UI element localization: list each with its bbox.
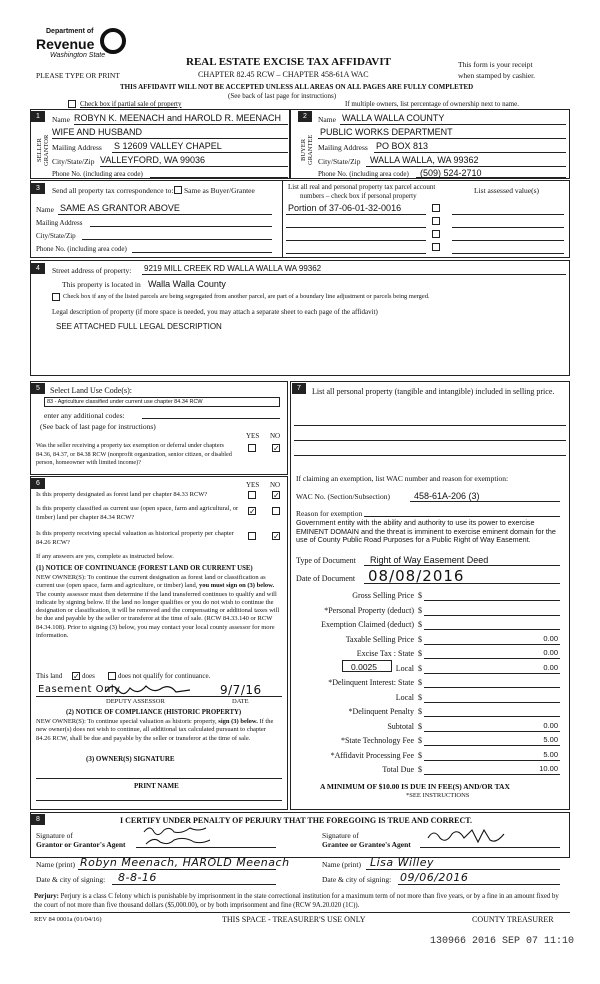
s3-parcel-1[interactable]: Portion of 37-06-01-32-0016 [288,203,402,213]
s3-parcel-4-checkbox[interactable] [432,243,440,251]
s8-grantor-signature[interactable] [140,822,250,848]
logo-state-text: Washington State [50,52,106,59]
s6-notice1-text-b: The county assessor must then determine if the land transferred continues to qualify and will indicate by signing below. If the land no longer qualifies or you do not wish to continue the designation or classification, it will be removed and the compensating or additional taxes will be due and payable by the seller or transferor at the time of sale. (RCW 84.33.140 or RCW 84.34.108). Prior to signing (3) below, you may contact your local county assessor for more information. [36,590,280,640]
buyer-grantee-label: BUYER GRANTEE [300,134,314,166]
s1-mailing-label: Mailing Address [52,143,102,152]
seller-grantor-label: SELLER GRANTOR [36,134,50,166]
receipt-note-2: when stamped by cashier. [458,71,536,80]
s7-minimum: A MINIMUM OF $10.00 IS DUE IN FEE(S) AND/OR TAX [320,782,510,791]
partial-sale-label: Check box if partial sale of property [80,100,182,108]
section-4-number: 4 [31,263,45,274]
s2-city-value[interactable]: WALLA WALLA, WA 99362 [370,155,479,165]
s6-notice2-block [36,718,282,743]
s5-see-back: (See back of last page for instructions) [40,422,156,431]
fee-row-dollar: $ [418,707,422,716]
s3-parcel-header-2: numbers – check box if personal property [300,192,417,200]
s6-q1: Is this property designated as forest land per chapter 84.33 RCW? [36,491,208,498]
fee-row-dollar: $ [418,605,422,615]
county-treasurer: COUNTY TREASURER [472,915,554,924]
s6-assessor-date[interactable]: 9/7/16 [220,683,262,697]
s8-grantee-sig-label: Signature of [322,831,359,840]
s3-same-as-label: Same as Buyer/Grantee [184,186,255,195]
s6-notice1-title: (1) NOTICE OF CONTINUANCE (FOREST LAND OR CURRENT USE) [36,565,253,572]
s2-mailing-label: Mailing Address [318,143,368,152]
s1-name-value-2[interactable]: WIFE AND HUSBAND [52,127,143,137]
s7-local-rate-box[interactable] [342,660,392,672]
fee-row-value[interactable]: 5.00 [543,749,558,759]
s6-q1-yes[interactable] [248,491,256,499]
s3-parcel-1-checkbox[interactable] [432,204,440,212]
s6-this-land: This land [36,672,63,680]
s3-name-label: Name [36,205,54,214]
s8-grantee-agent: Grantee or Grantee's Agent [322,840,411,849]
s6-does-not-label: does not qualify for continuance. [118,672,211,680]
s4-segregated-checkbox[interactable] [52,293,60,301]
s5-no-header: NO [270,432,281,440]
fee-row-dollar: $ [418,634,422,644]
s7-doc-date-label: Date of Document [296,574,356,583]
s6-notice2-text-a: NEW OWNER(S): To continue special valuation as historic property, [36,718,217,725]
s6-notice2-text-b: If the new owner(s) does not wish to continue, all additional tax calculated pursuant to chapter 84.26 RCW, shall be due and payable by the seller or transferor at the time of sale. [36,718,274,742]
revenue-swirl-icon [100,28,126,54]
section-5-number: 5 [31,383,45,394]
print-note: PLEASE TYPE OR PRINT [36,71,120,80]
s5-exemption-yes[interactable] [248,444,256,452]
fee-row-label: *Affidavit Processing Fee [330,750,414,760]
s1-name-label: Name [52,115,70,124]
fee-row-value[interactable]: 0.00 [543,633,558,643]
header-see-back: (See back of last page for instructions) [228,92,337,100]
fee-row-label: Excise Tax : State [356,649,414,658]
s2-mailing-value[interactable]: PO BOX 813 [376,141,429,151]
treasurer-space: THIS SPACE - TREASURER'S USE ONLY [222,915,366,924]
s6-easement-only[interactable]: Easement Only [38,684,121,695]
fee-row-label: Taxable Selling Price [345,634,414,644]
fee-row-label: Local [395,663,414,673]
s7-doc-date-value[interactable]: 08/08/2016 [368,567,465,585]
fee-row-label: Subtotal [387,721,414,731]
fee-row-value[interactable]: 0.00 [543,720,558,730]
s3-send-label: Send all property tax correspondence to: [52,186,174,195]
fee-row-label: Total Due [382,765,414,774]
s6-does-label: does [82,672,95,680]
receipt-note-1: This form is your receipt [458,60,533,69]
s6-does-not-checkbox[interactable] [108,672,116,680]
perjury-text: Perjury is a class C felony which is punishable by imprisonment in the state correctional institution for a maximum term of not more than five years, or by a fine in an amount fixed by the court of not more than five thousand dollars ($5,000.00), or by both imprisonment and fine (RCW 9A.20.020 (1C)). [34,893,559,909]
s8-grantee-date-label: Date & city of signing: [322,875,392,884]
fee-row-label: Local [395,692,414,702]
s8-grantee-name-label: Name (print) [322,860,361,869]
s7-reason-label: Reason for exemption [296,509,363,518]
s4-street-label: Street address of property: [52,266,132,275]
fee-row-value[interactable]: 10.00 [539,764,558,773]
s7-reason-value[interactable]: Government entity with the ability and authority to use its power to exercise EMINENT DOMAIN and the threat is imminent to exercise eminent domain for the use of County Public Road Purposes for a Public Right of Way Easement. [296,518,556,545]
perjury-block [34,892,568,910]
fee-row-label: *Delinquent Penalty [348,707,414,716]
s6-notice2-title: (2) NOTICE OF COMPLIANCE (HISTORIC PROPERTY) [66,709,242,716]
s6-q2-yes[interactable]: ✓ [249,507,256,516]
fee-row-value[interactable]: 0.00 [543,662,558,672]
s8-grantor-name[interactable]: Robyn Meenach, HAROLD Meenach [80,856,290,869]
s8-grantee-signature[interactable] [424,824,514,848]
s8-grantee-name[interactable]: Lisa Willey [370,856,434,869]
fee-row-label: *State Technology Fee [340,736,414,745]
s6-notice1-bold: you must sign on (3) below. [198,582,275,590]
s3-city-label: City/State/Zip [36,232,76,240]
fee-row-dollar: $ [418,620,422,629]
s2-name-value[interactable]: WALLA WALLA COUNTY [342,113,445,123]
s8-grantor-agent: Grantor or Grantor's Agent [36,840,126,849]
fee-row-dollar: $ [418,663,422,673]
s6-q3: Is this property receiving special valuation as historical property per chapter 84.26 RCW? [36,530,234,546]
s1-city-value[interactable]: VALLEYFORD, WA 99036 [100,155,206,165]
fee-row-dollar: $ [418,765,422,774]
fee-row-label: *Delinquent Interest: State [328,678,414,687]
partial-sale-checkbox[interactable] [68,100,76,108]
fee-row-dollar: $ [418,736,422,745]
s6-q2: Is this property classified as current use (open space, farm and agricultural, or timber) land per chapter 84.34 RCW? [36,505,239,521]
form-warning: THIS AFFIDAVIT WILL NOT BE ACCEPTED UNLESS ALL AREAS ON ALL PAGES ARE FULLY COMPLETED [120,83,474,91]
s6-if-yes: If any answers are yes, complete as instructed below. [36,553,174,560]
fee-row-dollar: $ [418,649,422,658]
s8-certify: I CERTIFY UNDER PENALTY OF PERJURY THAT THE FOREGOING IS TRUE AND CORRECT. [120,816,473,825]
s7-wac-label: WAC No. (Section/Subsection) [296,492,390,501]
s6-q3-yes[interactable] [248,532,256,540]
fee-row-label: *Personal Property (deduct) [324,605,414,615]
revenue-logo [36,28,128,64]
s4-street-value[interactable]: 9219 MILL CREEK RD WALLA WALLA WA 99362 [144,264,322,273]
s2-name-value-2[interactable]: PUBLIC WORKS DEPARTMENT [320,127,453,137]
s6-q1-no[interactable]: ✓ [273,491,280,500]
s3-mailing-label: Mailing Address [36,219,83,227]
s5-land-use-label: Select Land Use Code(s): [50,386,132,395]
s6-owner-signature-label: (3) OWNER(S) SIGNATURE [86,755,175,763]
s8-grantor-name-label: Name (print) [36,860,75,869]
s7-claim-exemption: If claiming an exemption, list WAC number and reason for exemption: [296,474,509,483]
s2-name-label: Name [318,115,336,124]
logo-revenue-text: Revenue [36,36,95,52]
section-8-number: 8 [31,814,45,825]
receipt-stamp: 130966 2016 SEP 07 11:10 [430,936,575,947]
s7-doc-type-value[interactable]: Right of Way Easement Deed [370,555,489,565]
s1-mailing-value[interactable]: S 12609 VALLEY CHAPEL [114,141,222,151]
s5-exemption-question: Was the seller receiving a property tax exemption or deferral under chapters 84.36, 84.37, or 84.38 RCW (nonprofit organization, senior citizen, or disabled person, homeowner with limited income)? [36,442,232,466]
s5-exemption-no[interactable]: ✓ [273,444,280,453]
section-1-number: 1 [31,111,45,122]
s6-print-name-label: PRINT NAME [134,782,179,790]
s7-personal-property: List all personal property (tangible and intangible) included in selling price. [312,387,555,396]
form-chapter: CHAPTER 82.45 RCW – CHAPTER 458-61A WAC [198,70,369,79]
form-title: REAL ESTATE EXCISE TAX AFFIDAVIT [186,56,391,68]
s3-parcel-3-checkbox[interactable] [432,230,440,238]
s6-notice1-text-a: NEW OWNER(S): To continue the current designation as forest land or classification as current use (open space, farm and agriculture, or timber) land, [36,574,266,590]
s2-phone-value[interactable]: (509) 524-2710 [420,168,482,178]
s6-deputy-assessor: DEPUTY ASSESSOR [106,698,165,705]
section-6-number: 6 [31,478,45,489]
s4-legal-value[interactable]: SEE ATTACHED FULL LEGAL DESCRIPTION [56,322,222,331]
s2-phone-label: Phone No. (including area code) [318,170,409,178]
s7-local-rate: 0.0025 [351,662,377,672]
s7-fee-table [296,589,564,789]
fee-row-dollar: $ [418,721,422,731]
s1-name-value[interactable]: ROBYN K. MEENACH and HAROLD R. MEENACH [74,113,282,123]
fee-row-dollar: $ [418,591,422,600]
fee-row-dollar: $ [418,692,422,702]
s6-notice2-bold: sign (3) below. [218,718,258,725]
s6-does-checkbox[interactable]: ✓ [73,672,80,681]
s5-land-use-value: 83 - Agriculture classified under current use chapter 84.34 RCW [47,399,203,405]
s4-located-value[interactable]: Walla Walla County [148,279,226,289]
s8-grantor-date-label: Date & city of signing: [36,875,106,884]
s5-land-use-select[interactable] [44,397,280,407]
section-7-number: 7 [292,383,306,394]
fee-row-dollar: $ [418,750,422,760]
perjury-bold: Perjury: [34,893,59,900]
s3-same-as-checkbox[interactable] [174,186,182,194]
s7-doc-type-label: Type of Document [296,556,356,565]
fee-row-dollar: $ [418,678,422,687]
fee-row-label: Exemption Claimed (deduct) [321,620,414,629]
fee-row-label: Gross Selling Price [352,591,414,600]
s1-city-label: City/State/Zip [52,157,95,166]
s3-parcel-header-1: List all real and personal property tax parcel account [288,183,436,191]
s3-name-value[interactable]: SAME AS GRANTOR ABOVE [60,203,180,213]
s8-grantor-sig-label: Signature of [36,831,73,840]
s4-located-label: This property is located in [62,280,141,289]
section-3-number: 3 [31,183,45,194]
s6-q3-no[interactable]: ✓ [273,532,280,541]
s3-phone-label: Phone No. (including area code) [36,245,127,253]
fee-row-value[interactable]: 0.00 [543,648,558,657]
s6-no-header: NO [270,481,281,489]
s2-city-label: City/State/Zip [318,157,361,166]
s5-yes-header: YES [246,432,260,440]
s3-assessed-header: List assessed value(s) [474,186,539,195]
section-4-box [30,260,570,376]
s6-yes-header: YES [246,481,260,489]
s8-grantor-date[interactable]: 8-8-16 [118,871,157,884]
s5-additional-codes: enter any additional codes: [44,411,125,420]
logo-dept-text: Department of [46,28,94,35]
s7-see-instructions: *SEE INSTRUCTIONS [406,792,470,799]
s1-phone-label: Phone No. (including area code) [52,170,143,178]
s3-parcel-2-checkbox[interactable] [432,217,440,225]
s6-q2-no[interactable] [272,507,280,515]
s4-legal-label: Legal description of property (if more space is needed, you may attach a separate sheet to each page of the affidavit) [52,308,378,316]
s6-date-label: DATE [232,698,249,705]
s6-notice1-block [36,574,282,640]
multiple-owners-note: If multiple owners, list percentage of ownership next to name. [345,100,519,108]
s4-segregated-label: Check box if any of the listed parcels are being segregated from another parcel, are part of a boundary line adjustment or parcels being merged. [63,293,430,300]
s8-grantee-date[interactable]: 09/06/2016 [400,871,469,884]
section-2-number: 2 [298,111,312,122]
s7-wac-value[interactable]: 458-61A-206 (3) [414,491,480,501]
rev-code: REV 84 0001a (01/04/16) [34,916,102,923]
fee-row-value[interactable]: 5.00 [543,735,558,744]
